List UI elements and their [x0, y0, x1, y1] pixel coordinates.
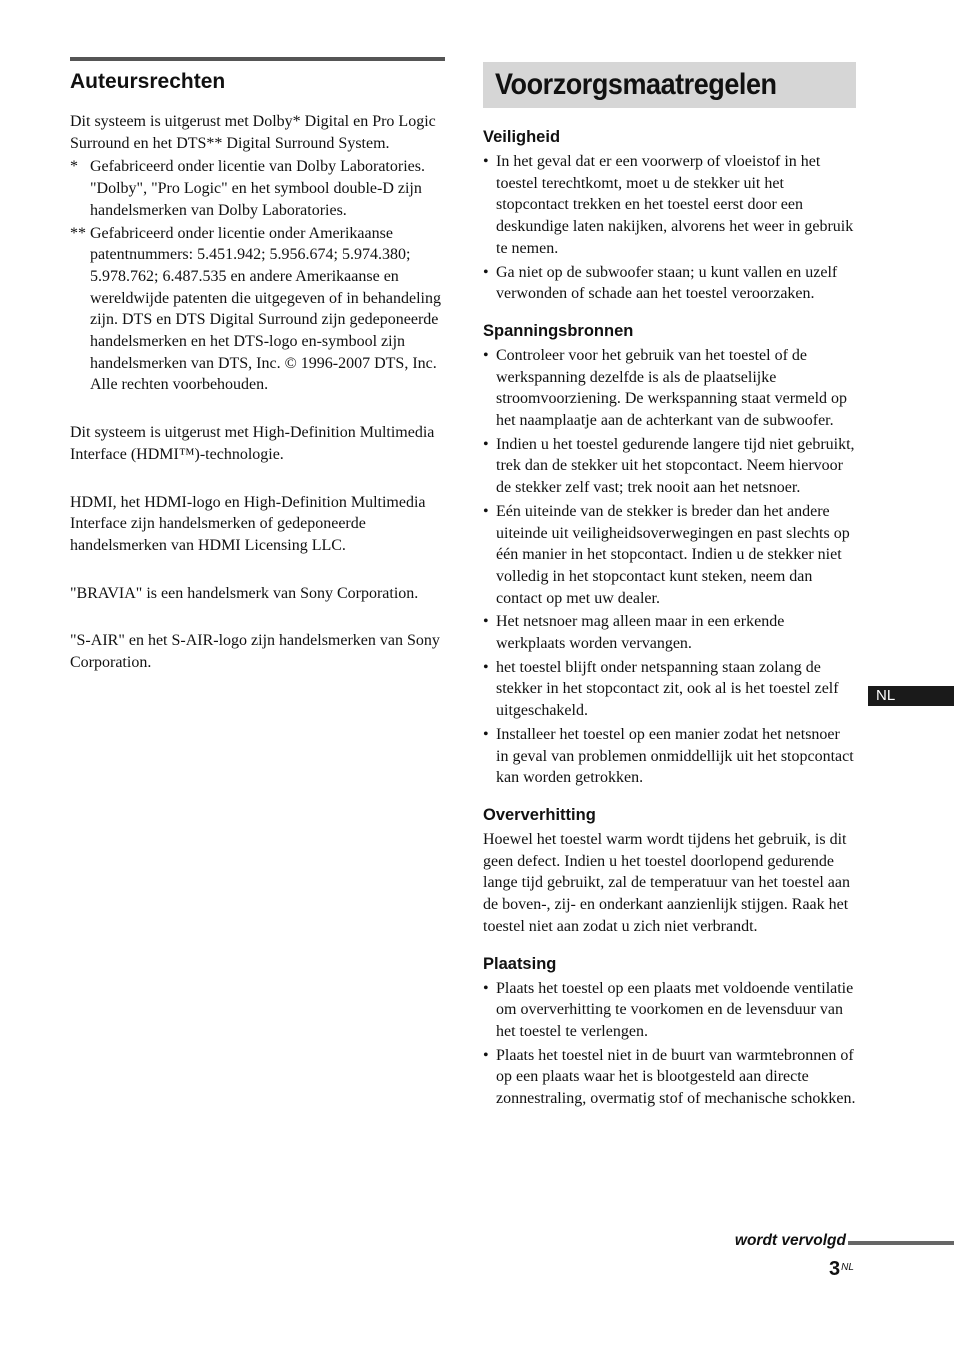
dolby-dts-intro: Dit systeem is uitgerust met Dolby* Digital en Pro Logic Surround en het DTS** Digital Surround System. [70, 113, 436, 152]
hdmi-trademark: HDMI, het HDMI-logo en High-Definition Multimedia Interface zijn handelsmerken of gedeponeerde handelsmerken van HDMI Licensing LLC. [70, 493, 426, 554]
plaatsing-heading: Plaatsing [483, 954, 557, 973]
page-number-suffix: NL [841, 1262, 854, 1273]
footnote-mark: * [70, 158, 78, 176]
language-tab: NL [868, 686, 954, 706]
list-item: • Controleer voor het gebruik van het toestel of de werkspanning dezelfde is als de plaatselijke stroomvoorziening. De werkspanning staat vermeld op het naamplaatje aan de achterkant van de subwoofer. [483, 346, 848, 430]
precautions-title [483, 62, 856, 108]
footnote-text: Gefabriceerd onder licentie van Dolby Laboratories. "Dolby", "Pro Logic" en het symbool double-D zijn handelsmerken van Dolby Laboratories. [90, 158, 425, 219]
list-item: • Eén uiteinde van de stekker is breder dan het andere uiteinde uit veiligheidsoverwegingen en past slechts op één manier in het stopcontact. Indien u de stekker niet volledig in het stopcontact kunt steken, neem dan contact op met uw dealer. [483, 502, 850, 607]
bravia-trademark: "BRAVIA" is een handelsmerk van Sony Corporation. [70, 584, 419, 602]
list-item: • het toestel blijft onder netspanning staan zolang de stekker in het stopcontact zit, ook al is het toestel zelf uitgeschakeld. [483, 658, 839, 720]
list-item: • Ga niet op de subwoofer staan; u kunt vallen en uzelf verwonden of schade aan het toestel veroorzaken. [483, 263, 838, 303]
section-spanningsbronnen [483, 320, 856, 789]
page-number-value: 3 [829, 1258, 841, 1280]
section-plaatsing [483, 953, 856, 1110]
list-item: • Indien u het toestel gedurende langere tijd niet gebruikt, trek dan de stekker uit het stopcontact. Neem hiervoor de stekker zelf vast; trek nooit aan het netsnoer. [483, 435, 855, 497]
list-item: • Het netsnoer mag alleen maar in een erkende werkplaats worden vervangen. [483, 613, 785, 653]
list-item: • Plaats het toestel niet in de buurt van warmtebronnen of op een plaats waar het is blootgesteld aan directe zonnestraling, overmatig stof of mechanische schokken. [483, 1046, 856, 1108]
left-column [70, 57, 445, 700]
footnote-dolby [70, 156, 445, 221]
hdmi-intro: Dit systeem is uitgerust met High-Definition Multimedia Interface (HDMI™)-technologie. [70, 424, 435, 463]
right-column [483, 62, 856, 1112]
precautions-title-text: Voorzorgsmaatregelen [495, 68, 777, 101]
spanningsbronnen-heading: Spanningsbronnen [483, 321, 634, 340]
oververhitting-text: Hoewel het toestel warm wordt tijdens het gebruik, is dit geen defect. Indien u het toestel doorlopend gedurende lange tijd gebruikt, zal de temperatuur van het toestel aan de boven-, zij- en onderkant aanzienlijk stijgen. Raak het toestel niet aan zodat u zich niet verbrandt. [483, 830, 850, 935]
oververhitting-heading: Oververhitting [483, 805, 596, 824]
section-oververhitting [483, 804, 856, 938]
footnote-mark: ** [70, 224, 86, 242]
continued-label: wordt vervolgd [734, 1232, 846, 1249]
list-item: • Installeer het toestel op een manier zodat het netsnoer in geval van problemen onmiddellijk uit het stopcontact kan worden getrokken. [483, 725, 854, 787]
list-item: • Plaats het toestel op een plaats met voldoende ventilatie om oververhitting te voorkomen en de levensduur van het toestel te verlengen. [483, 979, 854, 1040]
page-number [829, 1258, 854, 1281]
continued-bar [848, 1241, 954, 1245]
copyright-title: Auteursrechten [70, 70, 226, 93]
veiligheid-heading: Veiligheid [483, 128, 561, 146]
footnote-dts [70, 223, 445, 397]
section-rule [70, 57, 445, 61]
list-item: • In het geval dat er een voorwerp of vloeistof in het toestel terechtkomt, moet u de stekker uit het stopcontact trekken en het toestel eerst door een deskundige laten nakijken, alvorens het weer in gebruik te nemen. [483, 153, 854, 257]
footnote-text: Gefabriceerd onder licentie onder Amerikaanse patentnummers: 5.451.942; 5.956.674; 5.974.380; 5.978.762; 6.487.535 en andere Amerikaanse en wereldwijde patenten die uitgegeven of in behandeling zijn. DTS en DTS Digital Surround zijn gedeponeerde handelsmerken en het DTS-logo en-symbool zijn handelsmerken van DTS, Inc. © 1996-2007 DTS, Inc. Alle rechten voorbehouden. [90, 224, 441, 394]
sair-trademark: "S-AIR" en het S-AIR-logo zijn handelsmerken van Sony Corporation. [70, 632, 440, 672]
section-veiligheid [483, 126, 856, 305]
